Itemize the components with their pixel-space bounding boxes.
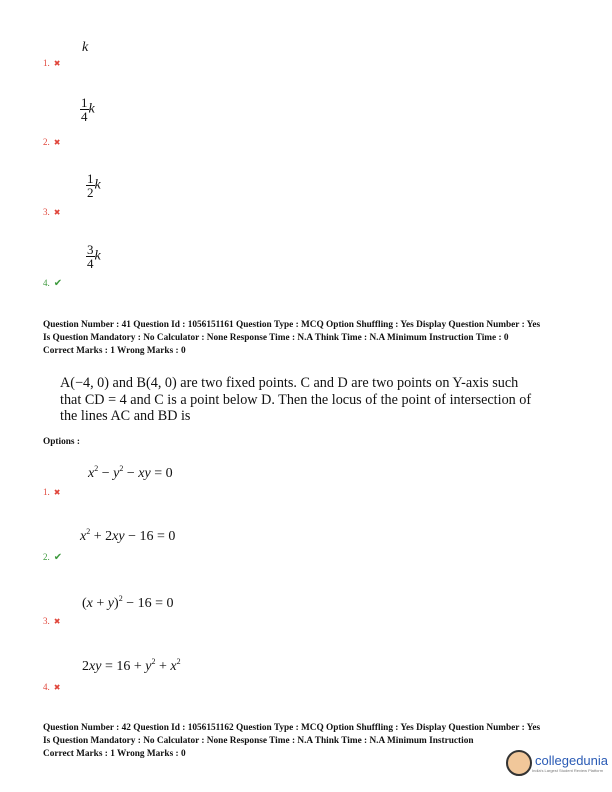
formula-part: y [145, 659, 152, 674]
question-41-meta [43, 319, 540, 358]
option-number: 3. [43, 207, 50, 217]
option-number: 4. [43, 278, 50, 288]
question-41-text: A(−4, 0) and B(4, 0) are two fixed points. C and D are two points on Y-axis such that CD = 4 and C is a point below D. Then the locus of the point of intersection of the lines AC and BD is [60, 375, 532, 424]
cross-icon: ✖ [53, 683, 61, 692]
option-number: 2. [43, 552, 50, 562]
prev-option-2-value [80, 96, 95, 123]
formula-part: xy [138, 466, 151, 481]
cross-icon: ✖ [53, 617, 61, 626]
question-42-meta [43, 722, 540, 761]
prev-option-4-value [86, 243, 101, 270]
formula-part: + [155, 659, 171, 674]
variable: k [82, 40, 89, 55]
option-3-formula [82, 594, 173, 612]
formula-part: xy [89, 659, 102, 674]
meta-line: Correct Marks : 1 Wrong Marks : 0 [43, 749, 186, 759]
meta-line: Correct Marks : 1 Wrong Marks : 0 [43, 346, 186, 356]
variable: k [94, 248, 101, 264]
option-number: 1. [43, 58, 50, 68]
option-4-label [43, 682, 60, 692]
formula-part: ) [114, 596, 119, 611]
formula-part: 2 [82, 659, 89, 674]
option-number: 1. [43, 487, 50, 497]
formula-part: x [80, 529, 87, 544]
variable: k [88, 101, 95, 117]
prev-option-1-label [43, 58, 60, 68]
option-1-label [43, 487, 60, 497]
option-2-formula [80, 527, 175, 545]
numerator: 1 [81, 95, 88, 110]
cross-icon: ✖ [53, 59, 61, 68]
denominator: 2 [87, 185, 94, 200]
formula-part: x [170, 659, 177, 674]
exponent: 2 [94, 464, 99, 473]
exponent: 2 [119, 464, 124, 473]
option-number: 3. [43, 616, 50, 626]
formula-part: − [98, 466, 114, 481]
numerator: 1 [87, 171, 94, 186]
cross-icon: ✖ [53, 488, 61, 497]
formula-part: + [92, 596, 108, 611]
collegedunia-logo [506, 750, 608, 776]
variable: k [94, 177, 101, 193]
formula-part: = 0 [150, 466, 173, 481]
logo-tagline: India's Largest Student Review Platform [532, 768, 604, 773]
formula-part: + 2 [90, 529, 113, 544]
meta-line: Is Question Mandatory : No Calculator : None Response Time : N.A Think Time : N.A Minimum Instruction [43, 735, 474, 746]
options-heading: Options : [43, 437, 80, 447]
meta-line: Question Number : 42 Question Id : 1056151162 Question Type : MCQ Option Shuffling : Yes Display Question Number : Yes [43, 723, 541, 733]
option-2-label [43, 552, 62, 563]
option-1-formula [88, 464, 173, 482]
formula-part: x [88, 466, 95, 481]
formula-part: x [86, 596, 93, 611]
formula-part: xy [112, 529, 125, 544]
fraction [86, 172, 95, 199]
exponent: 2 [176, 657, 181, 666]
meta-line: Question Number : 41 Question Id : 1056151161 Question Type : MCQ Option Shuffling : Yes Display Question Number : Yes [43, 320, 541, 330]
exponent: 2 [151, 657, 156, 666]
formula-part: ( [82, 596, 87, 611]
formula-part: y [113, 466, 120, 481]
cross-icon: ✖ [53, 208, 61, 217]
fraction [86, 243, 95, 270]
numerator: 3 [87, 242, 94, 257]
meta-line: Is Question Mandatory : No Calculator : None Response Time : N.A Think Time : N.A Minimum Instruction Time : 0 [43, 332, 509, 343]
prev-option-1-value [82, 40, 88, 56]
fraction [80, 96, 89, 123]
option-4-formula [82, 657, 181, 675]
option-number: 4. [43, 682, 50, 692]
formula-part: − [123, 466, 139, 481]
formula-part: = 16 + [101, 659, 146, 674]
formula-part: − 16 = 0 [122, 596, 174, 611]
formula-part: − 16 = 0 [124, 529, 176, 544]
denominator: 4 [87, 256, 94, 271]
check-icon: ✔ [53, 552, 63, 563]
denominator: 4 [81, 109, 88, 124]
prev-option-3-value [86, 172, 101, 199]
logo-name: collegedunia [535, 753, 609, 768]
cross-icon: ✖ [53, 138, 61, 147]
option-number: 2. [43, 137, 50, 147]
exponent: 2 [86, 527, 91, 536]
option-3-label [43, 616, 60, 626]
exponent: 2 [118, 594, 123, 603]
mascot-icon [506, 750, 532, 776]
formula-part: y [107, 596, 115, 611]
prev-option-2-label [43, 137, 60, 147]
prev-option-3-label [43, 207, 60, 217]
prev-option-4-label [43, 278, 62, 289]
check-icon: ✔ [53, 278, 63, 289]
